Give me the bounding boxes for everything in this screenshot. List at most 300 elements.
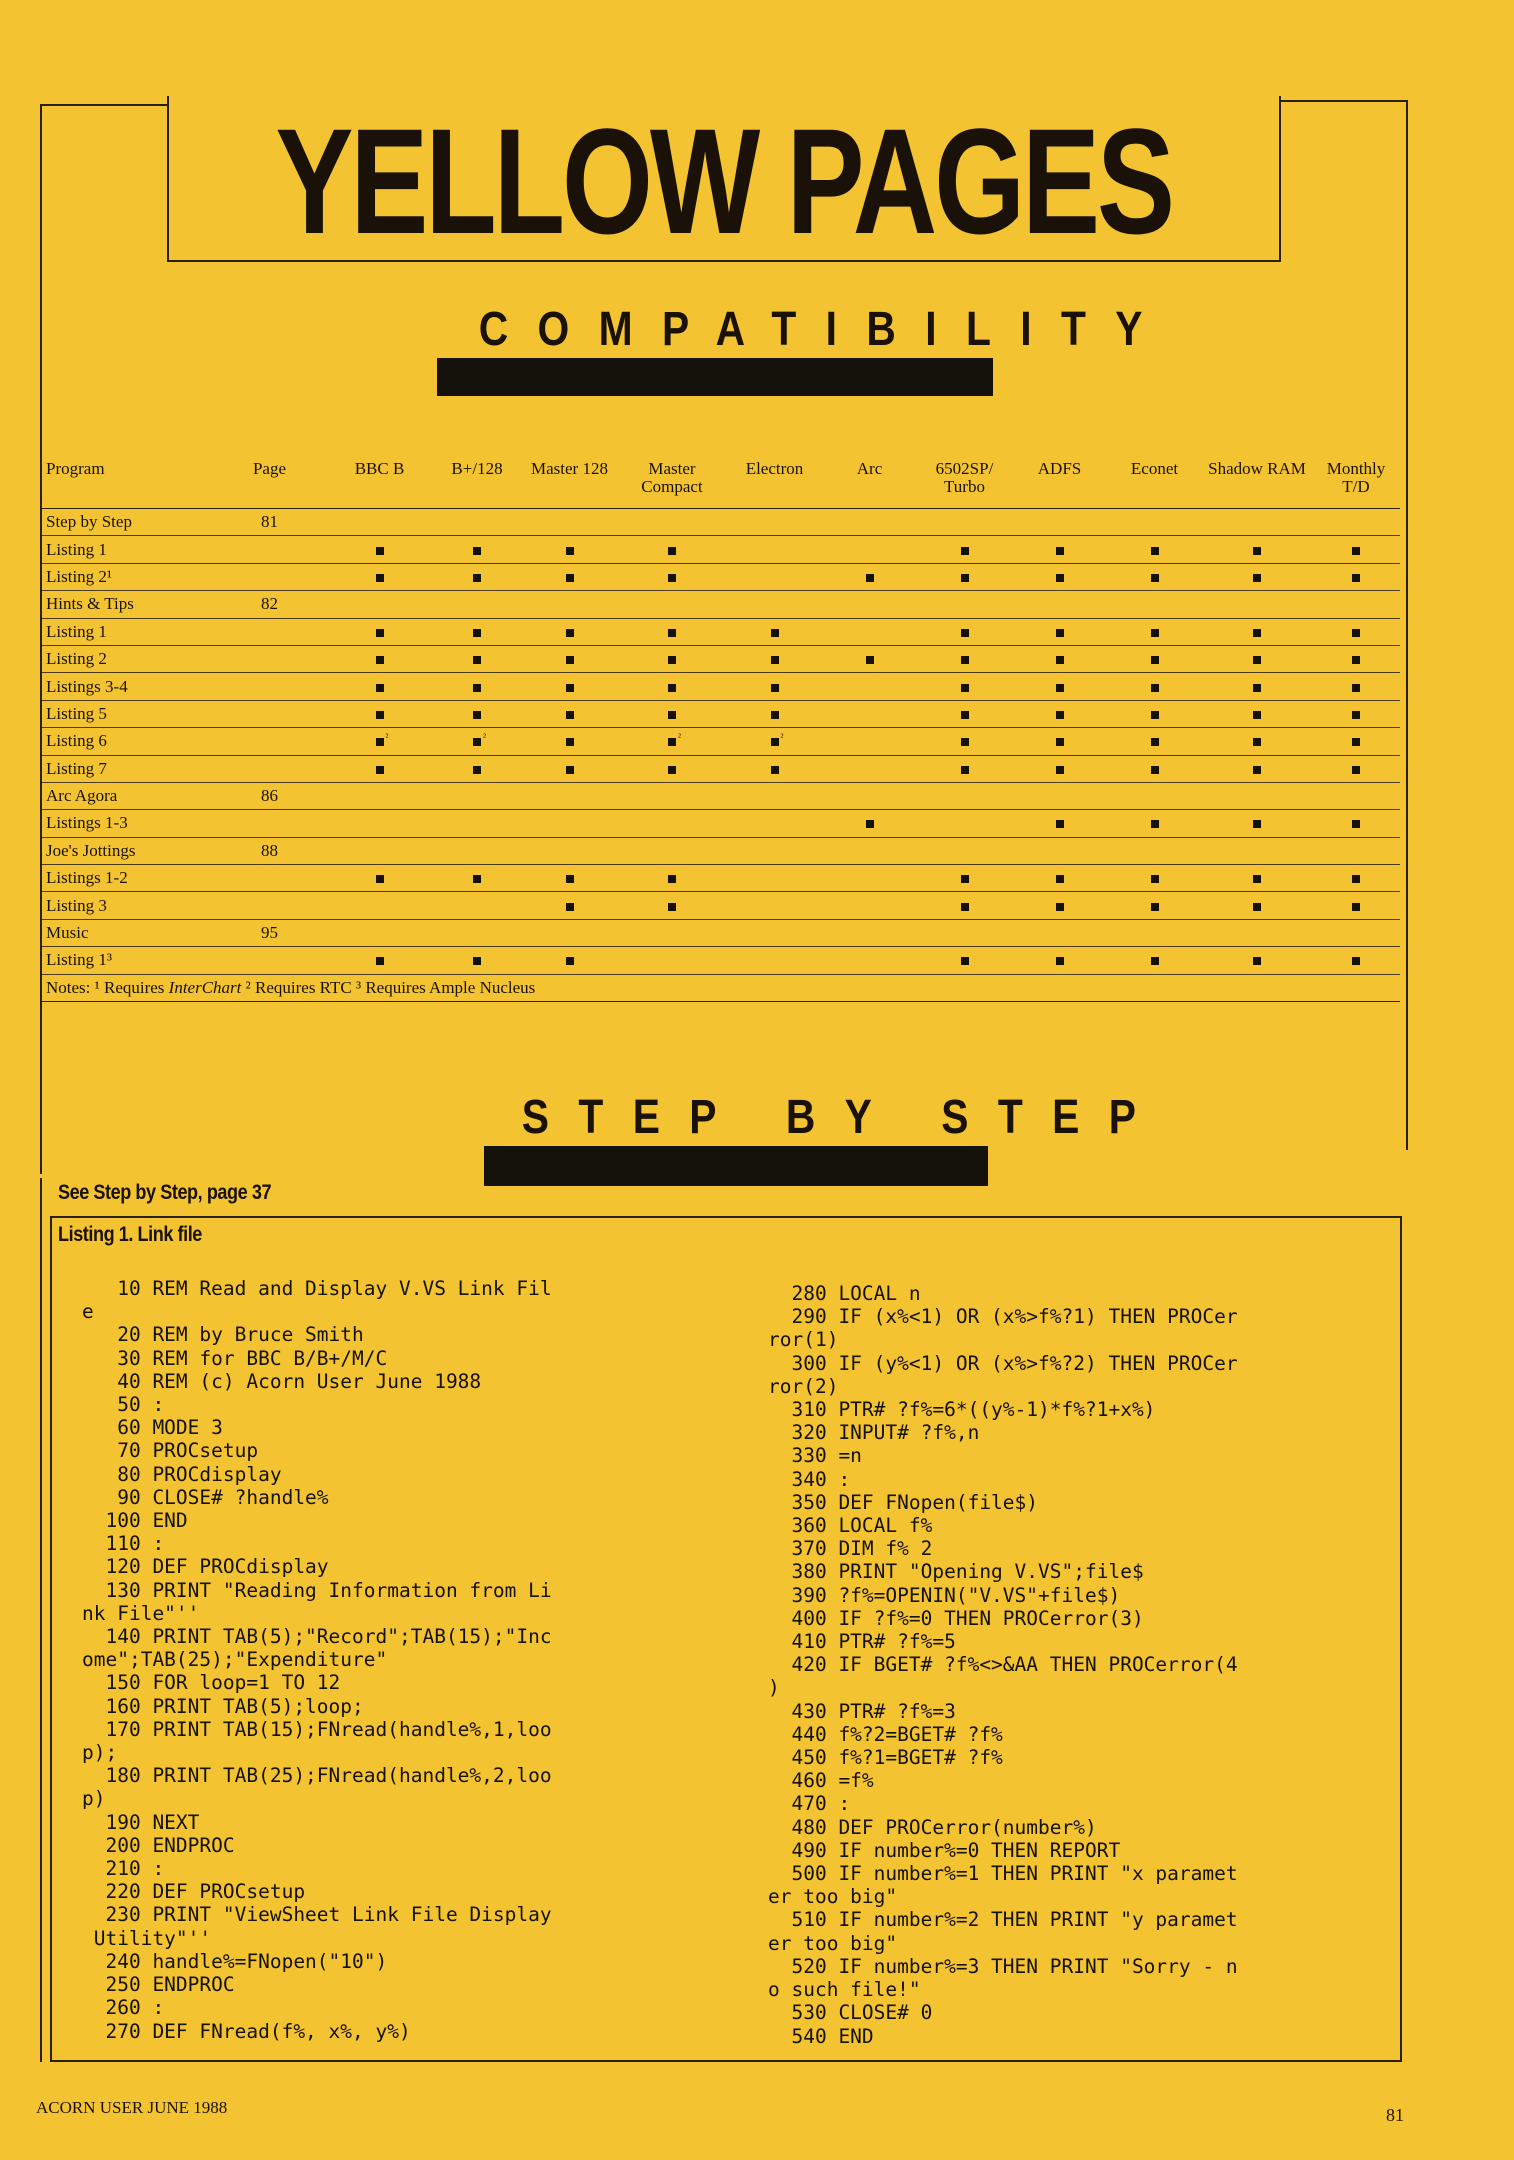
compatible-mark: [771, 684, 779, 692]
table-row: [42, 755, 1400, 782]
column-header: 6502SP/ Turbo: [917, 454, 1012, 509]
compatible-mark: [1151, 711, 1159, 719]
compat-cell: [727, 618, 822, 645]
compat-cell: [1107, 728, 1202, 755]
compat-cell: [917, 837, 1012, 864]
compatible-mark: [473, 957, 481, 965]
compat-cell: [727, 837, 822, 864]
compatible-mark: [566, 711, 574, 719]
compat-cell: [1202, 837, 1312, 864]
compat-cell: [1202, 947, 1312, 974]
compatible-mark: [1151, 656, 1159, 664]
column-header: Shadow RAM: [1202, 454, 1312, 509]
compat-cell: [327, 728, 432, 755]
compat-cell: [727, 591, 822, 618]
compat-cell: [1312, 536, 1400, 563]
compatible-mark: [1352, 875, 1360, 883]
compat-cell: [1107, 919, 1202, 946]
compat-cell: [1312, 919, 1400, 946]
compatible-mark: [473, 875, 481, 883]
program-cell: Music: [42, 919, 212, 946]
compat-cell: [822, 509, 917, 536]
compat-cell: [822, 919, 917, 946]
table-row: [42, 509, 1400, 536]
compat-cell: [1312, 810, 1400, 837]
compat-cell: [822, 865, 917, 892]
compatible-mark: [771, 732, 784, 746]
masthead: [167, 96, 1281, 265]
compat-cell: [432, 563, 522, 590]
compatible-mark: [1151, 684, 1159, 692]
notes-prefix: Notes: ¹ Requires: [46, 977, 169, 997]
compat-cell: [1202, 755, 1312, 782]
column-header: Econet: [1107, 454, 1202, 509]
compat-cell: [522, 591, 617, 618]
column-header: Master Compact: [617, 454, 727, 509]
compatible-mark: [566, 574, 574, 582]
compatible-mark: [668, 903, 676, 911]
compat-cell: [617, 700, 727, 727]
compatible-mark: [771, 711, 779, 719]
compatible-mark: [961, 903, 969, 911]
compatible-mark: [1253, 766, 1261, 774]
compat-cell: [822, 536, 917, 563]
compatible-mark: [1253, 903, 1261, 911]
compat-cell: [822, 618, 917, 645]
compatible-mark: [1352, 957, 1360, 965]
compat-cell: [1202, 728, 1312, 755]
compat-cell: [1107, 755, 1202, 782]
program-cell: Listing 1: [42, 536, 212, 563]
compat-cell: [1012, 673, 1107, 700]
compat-cell: [327, 892, 432, 919]
compat-cell: [617, 782, 727, 809]
compat-cell: [1012, 563, 1107, 590]
compat-cell: [727, 536, 822, 563]
compatible-mark: [961, 547, 969, 555]
compatible-mark: [1056, 684, 1064, 692]
compat-cell: [1312, 563, 1400, 590]
compatible-mark: [1151, 820, 1159, 828]
compat-cell: [432, 700, 522, 727]
table-row: [42, 618, 1400, 645]
compatible-mark: [376, 766, 384, 774]
page-cell: 95: [212, 919, 327, 946]
compatible-mark: [1253, 574, 1261, 582]
compatible-mark: [668, 732, 681, 746]
compatible-mark: [1056, 547, 1064, 555]
page-cell: [212, 892, 327, 919]
compat-cell: [1202, 810, 1312, 837]
compat-cell: [727, 563, 822, 590]
compatible-mark: [473, 656, 481, 664]
table-row: [42, 837, 1400, 864]
compat-cell: [1202, 700, 1312, 727]
compat-cell: [917, 919, 1012, 946]
compatible-mark: [1056, 903, 1064, 911]
compat-cell: [1312, 782, 1400, 809]
compat-cell: [822, 700, 917, 727]
compat-cell: [432, 618, 522, 645]
page-cell: [212, 700, 327, 727]
compat-cell: [327, 563, 432, 590]
footer-publication: ACORN USER JUNE 1988: [36, 2098, 228, 2117]
column-header: Arc: [822, 454, 917, 509]
step-by-step-heading-bar: [484, 1146, 988, 1186]
compat-cell: [432, 837, 522, 864]
compat-cell: [917, 892, 1012, 919]
compatible-mark: [961, 738, 969, 746]
mark-footnote: ²: [780, 732, 784, 744]
compatible-mark: [668, 684, 676, 692]
compat-cell: [617, 673, 727, 700]
compat-cell: [1202, 865, 1312, 892]
page-cell: [212, 673, 327, 700]
compatible-mark: [1352, 629, 1360, 637]
compat-cell: [617, 645, 727, 672]
compat-cell: [522, 837, 617, 864]
column-header: ADFS: [1012, 454, 1107, 509]
compat-cell: [1012, 892, 1107, 919]
compat-cell: [822, 892, 917, 919]
compat-cell: [617, 618, 727, 645]
code-listing-right: 280 LOCAL n 290 IF (x%<1) OR (x%>f%?1) THEN PROCer ror(1) 300 IF (y%<1) OR (x%>f%?2) THEN PROCer ror(2) 310 PTR# ?f%=6*((y%-1)*f%?1+x%) 320 INPUT# ?f%,n 330 =n 340 : 350 DEF FNopen(file$) 360 LOCAL f% 370 DIM f% 2 380 PRINT "Opening V.VS";file$ 390 ?f%=OPENIN("V.VS"+file$) 400 IF ?f%=0 THEN PROCerror(3) 410 PTR# ?f%=5 420 IF BGET# ?f%<>&AA THEN PROCerror(4 ) 430 PTR# ?f%=3 440 f%?2=BGET# ?f% 450 f%?1=BGET# ?f% 460 =f% 470 : 480 DEF PROCerror(number%) 490 IF number%=0 THEN REPORT 500 IF number%=1 THEN PRINT "x paramet er too big" 510 IF number%=2 THEN PRINT "y paramet er too big" 520 IF number%=3 THEN PRINT "Sorry - n o such file!" 530 CLOSE# 0 540 END: [768, 1282, 1238, 2048]
compatible-mark: [473, 574, 481, 582]
compat-cell: [617, 947, 727, 974]
compat-cell: [617, 837, 727, 864]
compatible-mark: [376, 875, 384, 883]
compat-cell: [822, 837, 917, 864]
compatible-mark: [668, 629, 676, 637]
compatible-mark: [1151, 738, 1159, 746]
compat-cell: [727, 645, 822, 672]
compat-cell: [617, 892, 727, 919]
compatible-mark: [376, 684, 384, 692]
compatible-mark: [1253, 711, 1261, 719]
compatible-mark: [668, 574, 676, 582]
column-header: Monthly T/D: [1312, 454, 1400, 509]
compat-cell: [917, 700, 1012, 727]
compat-cell: [1012, 591, 1107, 618]
masthead-rule-left: [40, 104, 167, 106]
compat-cell: [1312, 509, 1400, 536]
program-cell: Listing 1: [42, 618, 212, 645]
compat-cell: [1202, 591, 1312, 618]
compatible-mark: [566, 957, 574, 965]
table-row: [42, 892, 1400, 919]
compat-cell: [1012, 536, 1107, 563]
compatible-mark: [1253, 629, 1261, 637]
program-cell: Listing 7: [42, 755, 212, 782]
compat-cell: [1107, 865, 1202, 892]
compatibility-header-row: [42, 454, 1400, 509]
compatible-mark: [566, 656, 574, 664]
compat-cell: [327, 673, 432, 700]
program-cell: Arc Agora: [42, 782, 212, 809]
program-cell: Listing 2: [42, 645, 212, 672]
compat-cell: [617, 509, 727, 536]
compat-cell: [917, 591, 1012, 618]
compatible-mark: [1253, 875, 1261, 883]
compatible-mark: [771, 656, 779, 664]
compatible-mark: [1352, 903, 1360, 911]
compat-cell: [432, 509, 522, 536]
compat-cell: [1107, 837, 1202, 864]
compat-cell: [1012, 810, 1107, 837]
compatible-mark: [566, 629, 574, 637]
frame-right-rule: [1406, 100, 1408, 1150]
compat-cell: [522, 865, 617, 892]
compat-cell: [917, 865, 1012, 892]
notes-cell: [42, 974, 1400, 1001]
compatible-mark: [473, 547, 481, 555]
program-cell: Listings 3-4: [42, 673, 212, 700]
compat-cell: [1202, 673, 1312, 700]
compatible-mark: [1056, 738, 1064, 746]
compatible-mark: [1352, 684, 1360, 692]
table-row: [42, 728, 1400, 755]
compat-cell: [1012, 755, 1107, 782]
compatibility-heading-text: COMPATIBILITY: [478, 303, 1172, 356]
column-header: Electron: [727, 454, 822, 509]
compatible-mark: [566, 547, 574, 555]
program-cell: Listing 6: [42, 728, 212, 755]
compat-cell: [522, 536, 617, 563]
compatible-mark: [1151, 957, 1159, 965]
footer-page-number: 81: [1386, 2105, 1404, 2125]
compat-cell: [522, 892, 617, 919]
page-cell: [212, 645, 327, 672]
compat-cell: [432, 673, 522, 700]
compat-cell: [727, 509, 822, 536]
compatibility-body: [42, 509, 1400, 975]
compatible-mark: [1253, 656, 1261, 664]
compat-cell: [432, 728, 522, 755]
compat-cell: [1012, 700, 1107, 727]
compat-cell: [432, 782, 522, 809]
compatible-mark: [961, 684, 969, 692]
code-listing-left: 10 REM Read and Display V.VS Link Fil e 20 REM by Bruce Smith 30 REM for BBC B/B+/M/C 40 REM (c) Acorn User June 1988 50 : 60 MODE 3 70 PROCsetup 80 PROCdisplay 90 CLOSE# ?handle% 100 END 110 : 120 DEF PROCdisplay 130 PRINT "Reading Information from Li nk File"'' 140 PRINT TAB(5);"Record";TAB(15);"Inc ome";TAB(25);"Expenditure" 150 FOR loop=1 TO 12 160 PRINT TAB(5);loop; 170 PRINT TAB(15);FNread(handle%,1,loo p); 180 PRINT TAB(25);FNread(handle%,2,loo p) 190 NEXT 200 ENDPROC 210 : 220 DEF PROCsetup 230 PRINT "ViewSheet Link File Display Utility"'' 240 handle%=FNopen("10") 250 ENDPROC 260 : 270 DEF FNread(f%, x%, y%): [82, 1277, 552, 2043]
compat-cell: [822, 673, 917, 700]
compatible-mark: [1352, 656, 1360, 664]
compat-cell: [1107, 591, 1202, 618]
compatible-mark: [961, 766, 969, 774]
compat-cell: [1202, 618, 1312, 645]
compat-cell: [522, 947, 617, 974]
compat-cell: [917, 536, 1012, 563]
table-row: [42, 919, 1400, 946]
table-row: [42, 673, 1400, 700]
column-header: Master 128: [522, 454, 617, 509]
compat-cell: [822, 645, 917, 672]
program-cell: Listing 5: [42, 700, 212, 727]
compatible-mark: [473, 766, 481, 774]
compatible-mark: [1151, 629, 1159, 637]
compatible-mark: [376, 711, 384, 719]
compat-cell: [822, 591, 917, 618]
compatible-mark: [1151, 875, 1159, 883]
program-cell: Joe's Jottings: [42, 837, 212, 864]
table-row: [42, 700, 1400, 727]
compat-cell: [727, 728, 822, 755]
compatible-mark: [1151, 574, 1159, 582]
compat-cell: [1202, 919, 1312, 946]
compat-cell: [917, 618, 1012, 645]
compat-cell: [727, 700, 822, 727]
compatible-mark: [668, 656, 676, 664]
compatible-mark: [961, 656, 969, 664]
compat-cell: [1107, 563, 1202, 590]
compat-cell: [1202, 536, 1312, 563]
compat-cell: [1107, 892, 1202, 919]
compat-cell: [522, 645, 617, 672]
column-header: B+/128: [432, 454, 522, 509]
compat-cell: [1202, 563, 1312, 590]
compat-cell: [522, 673, 617, 700]
compat-cell: [327, 865, 432, 892]
compat-cell: [1012, 865, 1107, 892]
compat-cell: [1202, 645, 1312, 672]
compat-cell: [727, 755, 822, 782]
compat-cell: [522, 782, 617, 809]
compat-cell: [727, 782, 822, 809]
notes-rest: ² Requires RTC ³ Requires Ample Nucleus: [241, 977, 536, 997]
compat-cell: [1012, 618, 1107, 645]
compat-cell: [617, 563, 727, 590]
compat-cell: [1012, 837, 1107, 864]
mark-footnote: ²: [483, 732, 486, 744]
compatible-mark: [668, 766, 676, 774]
compat-cell: [1107, 673, 1202, 700]
compatible-mark: [1056, 656, 1064, 664]
compat-cell: [727, 673, 822, 700]
program-cell: Step by Step: [42, 509, 212, 536]
compatible-mark: [1352, 820, 1360, 828]
compat-cell: [1107, 509, 1202, 536]
compatible-mark: [473, 732, 486, 746]
compatibility-heading-bar: [437, 358, 993, 396]
compat-cell: [617, 536, 727, 563]
page-cell: [212, 728, 327, 755]
compat-cell: [432, 645, 522, 672]
program-cell: Listing 2¹: [42, 563, 212, 590]
compat-cell: [327, 810, 432, 837]
program-cell: Hints & Tips: [42, 591, 212, 618]
compat-cell: [617, 865, 727, 892]
compat-cell: [727, 919, 822, 946]
see-step-by-step-reference: See Step by Step, page 37: [58, 1181, 272, 1204]
compat-cell: [1312, 947, 1400, 974]
compatible-mark: [1056, 820, 1064, 828]
compatible-mark: [566, 766, 574, 774]
compatible-mark: [668, 547, 676, 555]
compat-cell: [917, 810, 1012, 837]
compat-cell: [327, 919, 432, 946]
compat-cell: [917, 947, 1012, 974]
compatible-mark: [771, 629, 779, 637]
page-cell: 82: [212, 591, 327, 618]
program-cell: Listings 1-2: [42, 865, 212, 892]
compatible-mark: [376, 629, 384, 637]
compatible-mark: [1352, 547, 1360, 555]
page-cell: [212, 536, 327, 563]
page-cell: [212, 755, 327, 782]
column-header: BBC B: [327, 454, 432, 509]
table-row: [42, 591, 1400, 618]
masthead-title: YELLOW PAGES: [275, 97, 1173, 265]
mark-footnote: ²: [678, 732, 681, 744]
compatible-mark: [1056, 875, 1064, 883]
compat-cell: [822, 947, 917, 974]
table-row: [42, 947, 1400, 974]
compatible-mark: [961, 629, 969, 637]
compatible-mark: [1253, 820, 1261, 828]
compat-cell: [1107, 810, 1202, 837]
compat-cell: [522, 700, 617, 727]
compatible-mark: [866, 820, 874, 828]
compat-cell: [1012, 919, 1107, 946]
compat-cell: [1012, 728, 1107, 755]
compatible-mark: [566, 875, 574, 883]
program-cell: Listing 3: [42, 892, 212, 919]
compat-cell: [1107, 700, 1202, 727]
listing-title: Listing 1. Link file: [58, 1223, 202, 1246]
compat-cell: [822, 782, 917, 809]
compatible-mark: [668, 875, 676, 883]
compat-cell: [1202, 509, 1312, 536]
page-cell: 86: [212, 782, 327, 809]
compatible-mark: [1352, 738, 1360, 746]
compatible-mark: [376, 732, 389, 746]
compat-cell: [1107, 645, 1202, 672]
compat-cell: [1312, 755, 1400, 782]
page-cell: [212, 865, 327, 892]
compatible-mark: [376, 547, 384, 555]
compat-cell: [822, 728, 917, 755]
compatible-mark: [1056, 574, 1064, 582]
compat-cell: [432, 536, 522, 563]
program-cell: Listings 1-3: [42, 810, 212, 837]
compat-cell: [617, 755, 727, 782]
program-cell: Listing 1³: [42, 947, 212, 974]
compatible-mark: [961, 711, 969, 719]
compat-cell: [1107, 536, 1202, 563]
compat-cell: [432, 947, 522, 974]
compatible-mark: [668, 711, 676, 719]
compatible-mark: [961, 875, 969, 883]
compat-cell: [327, 536, 432, 563]
compat-cell: [917, 563, 1012, 590]
compatible-mark: [866, 656, 874, 664]
compatible-mark: [961, 957, 969, 965]
compat-cell: [432, 810, 522, 837]
compat-cell: [1202, 782, 1312, 809]
compat-cell: [1107, 782, 1202, 809]
compat-cell: [522, 509, 617, 536]
table-row: [42, 563, 1400, 590]
compat-cell: [1202, 892, 1312, 919]
compat-cell: [917, 509, 1012, 536]
compat-cell: [617, 728, 727, 755]
compat-cell: [327, 755, 432, 782]
compat-cell: [917, 755, 1012, 782]
compatible-mark: [1151, 547, 1159, 555]
compat-cell: [1312, 892, 1400, 919]
compat-cell: [917, 728, 1012, 755]
compatible-mark: [376, 574, 384, 582]
compat-cell: [1107, 947, 1202, 974]
compatible-mark: [1253, 547, 1261, 555]
